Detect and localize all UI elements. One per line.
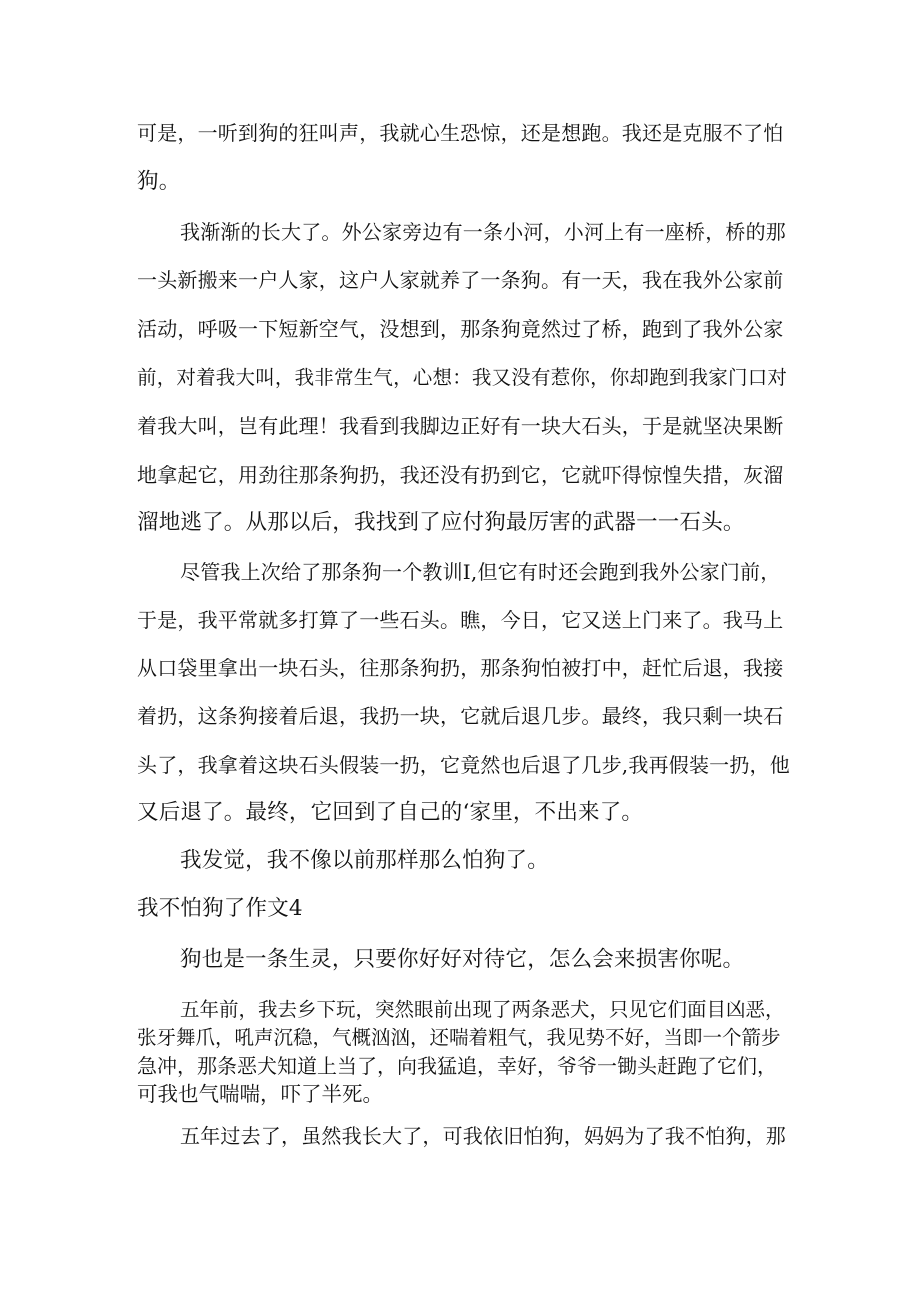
text-line: 头了，我拿着这块石头假装一扔，它竟然也后退了几步,我再假装一扔，他 bbox=[137, 753, 790, 777]
text-line: 尽管我上次给了那条狗一个教训I,但它有时还会跑到我外公家门前， bbox=[180, 560, 781, 584]
text-line: 可我也气喘喘，吓了半死。 bbox=[137, 1082, 383, 1106]
text-line: 于是，我平常就多打算了一些石头。瞧，今日，它又送上门来了。我马上 bbox=[137, 608, 784, 632]
text-line: 张牙舞爪，吼声沉稳，气概汹汹，还喘着粗气，我见势不好，当即一个箭步 bbox=[137, 1026, 781, 1049]
text-line: 我渐渐的长大了。外公家旁边有一条小河，小河上有一座桥，桥的那 bbox=[180, 220, 786, 244]
text-line: 五年过去了，虽然我长大了，可我依旧怕狗，妈妈为了我不怕狗，那 bbox=[180, 1124, 786, 1148]
text-line: 五年前，我去乡下玩，突然眼前出现了两条恶犬，只见它们面目凶恶， bbox=[180, 998, 785, 1021]
text-line: 地拿起它，用劲往那条狗扔，我还没有扔到它，它就吓得惊惶失措，灰溜 bbox=[137, 463, 784, 487]
text-line: 从口袋里拿出一块石头，往那条狗扔，那条狗怕被打中，赶忙后退，我接 bbox=[137, 656, 784, 680]
section-heading: 我不怕狗了作文4 bbox=[137, 896, 303, 921]
text-line: 可是，一听到狗的狂叫声，我就心生恐惊，还是想跑。我还是克服不了怕 bbox=[137, 121, 784, 145]
text-line: 着我大叫，岂有此理！我看到我脚边正好有一块大石头，于是就坚决果断 bbox=[137, 414, 784, 438]
text-line: 急冲，那条恶犬知道上当了，向我猛追，幸好，爷爷一锄头赶跑了它们， bbox=[137, 1054, 777, 1078]
text-line: 我发觉，我不像以前那样那么怕狗了。 bbox=[180, 848, 549, 873]
text-line: 一头新搬来一户人家，这户人家就养了一条狗。有一天，我在我外公家前 bbox=[137, 268, 784, 292]
text-line: 溜地逃了。从那以后，我找到了应付狗最厉害的武器一一石头。 bbox=[137, 510, 745, 535]
text-line: 前，对着我大叫，我非常生气，心想：我又没有惹你，你却跑到我家门口对 bbox=[137, 366, 788, 389]
text-line: 又后退了。最终，它回到了自己的‘家里，不出来了。 bbox=[137, 800, 644, 825]
text-line: 狗。 bbox=[137, 169, 181, 194]
text-line: 狗也是一条生灵，只要你好好对待它，怎么会来损害你呢。 bbox=[180, 947, 745, 972]
text-line: 活动，呼吸一下短新空气，没想到，那条狗竟然过了桥，跑到了我外公家 bbox=[137, 317, 784, 341]
text-line: 着扔，这条狗接着后退，我扔一块，它就后退几步。最终，我只剩一块石 bbox=[137, 704, 784, 728]
